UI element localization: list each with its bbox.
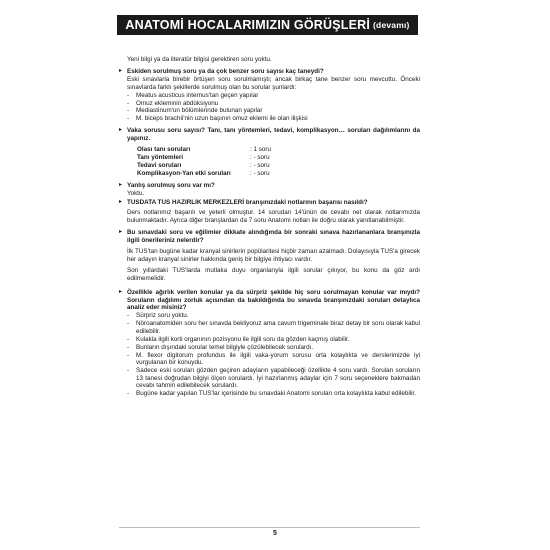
table-cell: Komplikasyon-Yan etki soruları <box>137 169 231 177</box>
content-body <box>119 56 420 398</box>
question-6 <box>119 289 420 313</box>
list-item: - Meatus acusticus internus'tan geçen yapılar <box>127 91 259 99</box>
triangle-bullet-icon: ▸ <box>119 198 123 205</box>
question-5 <box>119 229 420 245</box>
intro-paragraph: Yeni bilgi ya da literatür bilgisi gerektiren soru yoktu. <box>127 56 272 63</box>
list-item: - Bugüne kadar yapılan TUS'lar içerisinde bu sınavdaki Anatomi soruları orta kolaylıkta kabul edilebilir. <box>127 390 417 397</box>
question-1-text: Eskiden sorulmuş soru ya da çok benzer soru sayısı kaç taneydi? <box>127 67 324 75</box>
table-cell: : - soru <box>250 169 270 177</box>
question-2 <box>119 127 420 143</box>
question-5-text: Bu sınavdaki soru ve eğilimler dikkate alındığında bir sonraki sınava hazırlananlara branşınızla ilgili önerileriniz nelerdir? <box>127 229 420 245</box>
triangle-bullet-icon: ▸ <box>119 288 123 295</box>
case-distribution-table <box>119 146 420 178</box>
question-6-text: Özellikle ağırlık verilen konular ya da sürpriz şekilde hiç soru sorulmayan konular var mıydı? Soruların dağılımı zorluk açısından da bakıldığında bu sınavda branşınızdaki soruları detaylıca analiz eder misiniz? <box>127 288 420 312</box>
question-2-text: Vaka sorusu soru sayısı? Tanı, tanı yöntemleri, tedavi, komplikasyon… soruları dağılımlarını da yapınız. <box>127 127 420 143</box>
question-3-text: Yanlış sorulmuş soru var mı? <box>127 181 215 189</box>
question-1 <box>119 68 420 76</box>
list-item: - Sürpriz soru yoktu. <box>127 312 189 320</box>
triangle-bullet-icon: ▸ <box>119 181 123 188</box>
answer-1-list <box>119 92 420 124</box>
table-cell: : - soru <box>250 153 270 161</box>
question-3 <box>119 182 420 190</box>
table-cell: : 1 soru <box>250 146 271 154</box>
answer-6-list <box>119 312 420 397</box>
section-subtitle: (devamı) <box>373 20 410 30</box>
list-item: - Kulakla ilgili korti organının pozisyonu ile ilgili soru da gözden kaçmış olabilir. <box>127 335 350 343</box>
answer-1: Eski sınavlarla birebir örtüşen soru sorulmamıştı; ancak birkaç tane benzer soru mevcuttu. Önceki sınavlarda farklı şekillerde sorulmuş olan bu sorular şunlardı: <box>127 75 420 91</box>
question-4-text: TUSDATA TUS HAZIRLIK MERKEZLERİ branşınızdaki notlarının başarısı nasıldı? <box>127 198 368 206</box>
list-item: - Bunların dışındaki sorular temel bilgiyle çözülebilecek sorulardı. <box>127 343 314 351</box>
answer-4: Ders notlarımız başarılı ve yeterli olmuştur. 14 sorudan 14'ünün de cevabı net olarak notlarımızda bulunmaktadır. Ayrıca diğer branşlardan da 7 soru Anatomi notları ile doğru olarak yanıtlanabilmiştir. <box>127 209 420 225</box>
page-number: 5 <box>273 530 277 537</box>
table-cell: Olası tanı soruları <box>137 146 191 154</box>
section-title-bar <box>117 15 418 35</box>
list-item: - Omuz ekleminin abdüksiyonu <box>127 99 219 107</box>
triangle-bullet-icon: ▸ <box>119 229 123 236</box>
list-item: - M. biceps brachii'nin uzun başının omuz eklemi ile olan ilişkisi <box>127 115 308 123</box>
list-item: - Sadece eski soruları gözden geçiren adayların yapabileceği özellikte 4 soru vardı. Sorulan soruların 13 tanesi doğrudan bilgiyi ölçen sorulardı. İyi hazırlanmış adaylar için 7 soru seçeneklere bakmadan cevabı tahmin edilebilecek sorulardı. <box>127 367 420 389</box>
section-title: ANATOMİ HOCALARIMIZIN GÖRÜŞLERİ <box>125 18 371 32</box>
triangle-bullet-icon: ▸ <box>119 127 123 134</box>
answer-3: Yoktu. <box>127 189 145 197</box>
answer-5b: Son yıllardaki TUS'larda mutlaka duyu organlarıyla ilgili sorular çıkıyor, bu konu da göz ardı edilmemelidir. <box>127 266 420 282</box>
question-4 <box>119 199 420 207</box>
footer-divider <box>119 527 420 528</box>
list-item: - M. flexor digitorum profundus ile ilgili vaka-yorum sorusu orta kolaylıkta ve derslerimizde iyi vurgulanan bir konuydu. <box>127 351 420 367</box>
table-cell: : - soru <box>250 161 270 169</box>
list-item: - Nöroanatomiden soru her sınavda bekliyoruz ama cavum trigeminale biraz detay bir soru olarak kabul edilebilir. <box>127 320 420 335</box>
table-cell: Tanı yöntemleri <box>137 153 184 161</box>
list-item: - Mediastinum'un bölümlerinde bulunan yapılar <box>127 107 263 115</box>
answer-5a: İlk TUS'tan bugüne kadar kranyal sinirlerin popülaritesi hiçbir zaman azalmadı. Dolayısıyla TUS'a girecek her adayın kranyal sinirler hakkında geniş bir bilgiye ihtiyacı vardır. <box>127 248 420 263</box>
table-cell: Tedavi soruları <box>137 161 182 169</box>
triangle-bullet-icon: ▸ <box>119 67 123 74</box>
